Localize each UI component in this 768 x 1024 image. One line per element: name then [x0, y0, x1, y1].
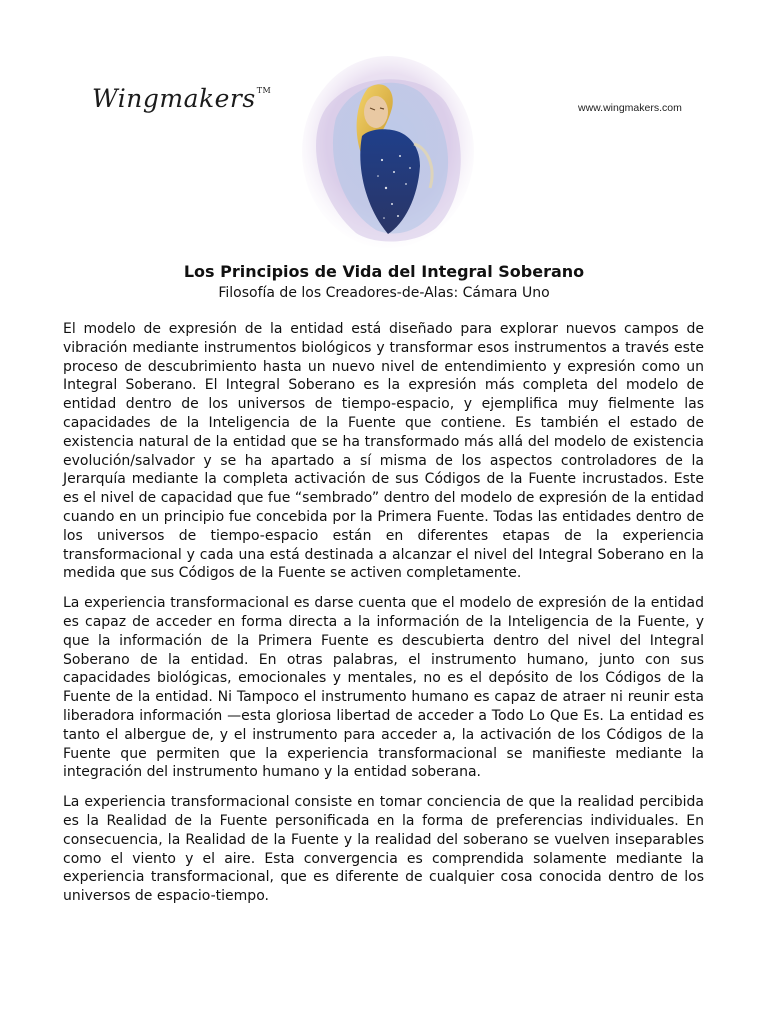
paragraph-3: La experiencia transformacional consiste en tomar conciencia de que la realidad percibida es la Realidad de la Fuente personificada en la forma de preferencias individuales. En consecuencia, la Realidad de la Fuente y la realidad del soberano se vuelven inseparables como el viento y el aire. Esta convergencia es comprendida solamente mediante la experiencia transformacional, que es diferente de cualquier cosa conocida dentro de los universos de espacio-tiempo.: [63, 794, 704, 905]
logo-trademark: TM: [256, 86, 272, 95]
paragraph-1: El modelo de expresión de la entidad está diseñado para explorar nuevos campos de vibración mediante instrumentos biológicos y transformar esos instrumentos a través este proceso de descubrimiento hasta un nuevo nivel de entendimiento y expresión como un Integral Soberano. El Integral Soberano es la expresión más completa del modelo de entidad dentro de los universos de tiempo-espacio, y ejemplifica muy fielmente las capacidades de la Inteligencia de la Fuente que contiene. Es también el estado de existencia natural de la entidad que se ha transformado más allá del modelo de existencia evolución/salvador y se ha apartado a sí misma de los aspectos controladores de la Jerarquía mediante la completa activación de sus Códigos de la Fuente incrustados. Este es el nivel de capacidad que fue “sembrado” dentro del modelo de expresión de la entidad cuando en un principio fue concebida por la Primera Fuente. Todas las entidades dentro de los universos de tiempo-espacio están en diferentes etapas de la experiencia transformacional y cada una está destinada a alcanzar el nivel del Integral Soberano en la medida que sus Códigos de la Fuente se activen completamente.: [63, 321, 704, 582]
site-url[interactable]: www.wingmakers.com: [578, 102, 682, 114]
document-subtitle: Filosofía de los Creadores-de-Alas: Cámara Uno: [218, 285, 550, 301]
figure-painting-icon: [296, 48, 480, 248]
wingmakers-logo: [92, 84, 271, 113]
document-body: [63, 320, 704, 917]
document-title: Los Principios de Vida del Integral Soberano: [183, 262, 585, 281]
logo-text: Wingmakers: [92, 84, 256, 113]
paragraph-2: La experiencia transformacional es darse cuenta que el modelo de expresión de la entidad es capaz de acceder en forma directa a la información de la Inteligencia de la Fuente, y que la información de la Primera Fuente es descubierta dentro del nivel del Integral Soberano de la entidad. En otras palabras, el instrumento humano, junto con sus capacidades biológicas, emocionales y mentales, no es el depósito de los Códigos de la Fuente de la entidad. Ni Tampoco el instrumento humano es capaz de atraer ni reunir esta liberadora información —esta gloriosa libertad de acceder a Todo Lo Que Es. La entidad es tanto el albergue de, y el instrumento para acceder a, la activación de los Códigos de la Fuente que permiten que la experiencia transformacional se manifieste mediante la integración del instrumento humano y la entidad soberana.: [63, 595, 704, 781]
